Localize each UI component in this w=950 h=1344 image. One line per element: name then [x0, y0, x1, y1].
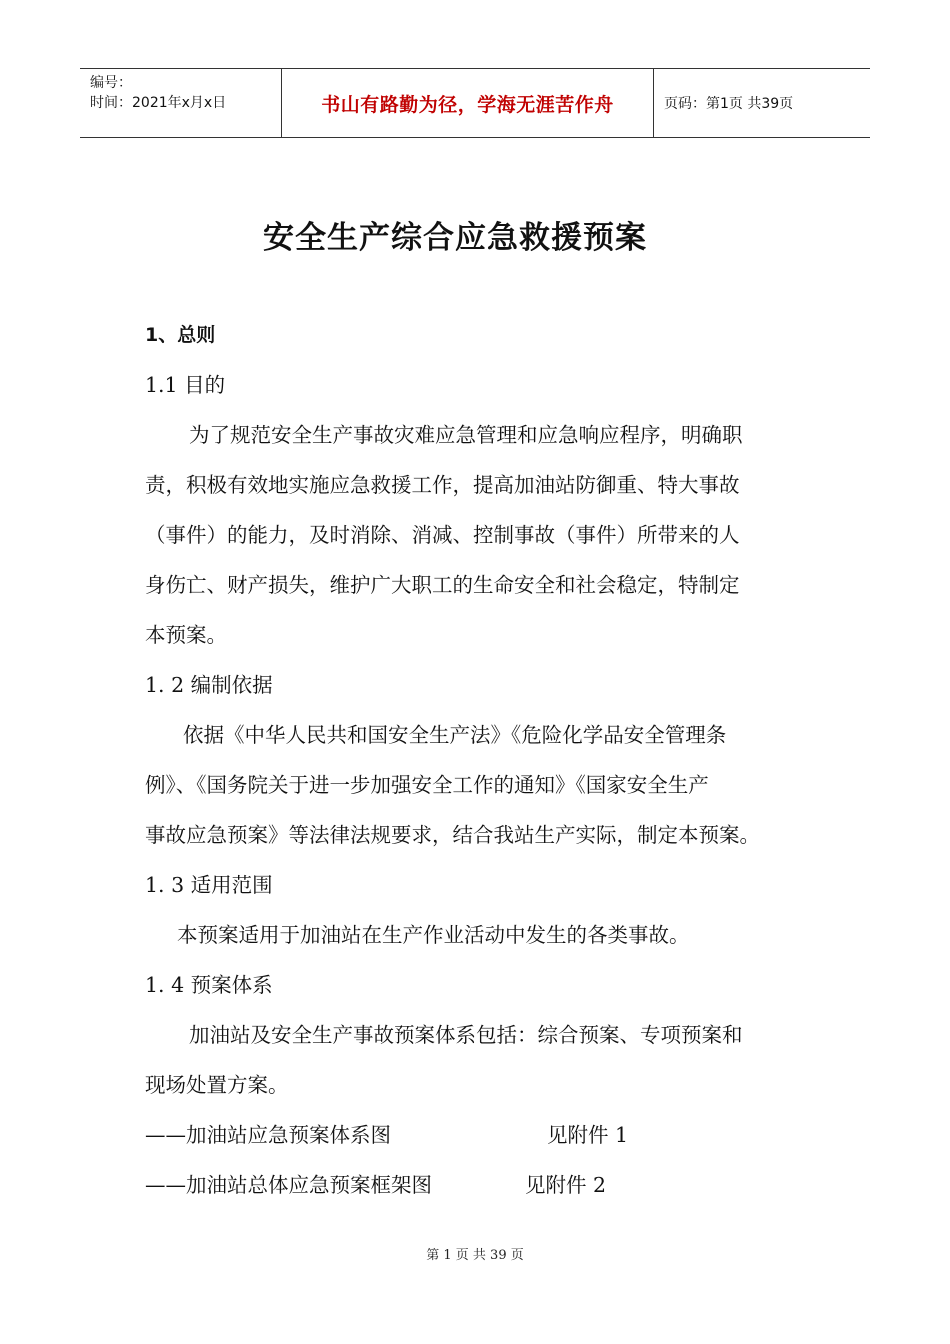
paragraph-line: 本预案。 — [145, 623, 227, 647]
subsection-heading: 1. 3 适用范围 — [145, 873, 273, 897]
paragraph-line: 依据《中华人民共和国安全生产法》《危险化学品安全管理条 — [183, 723, 727, 747]
paragraph-line: 加油站及安全生产事故预案体系包括：综合预案、专项预案和 — [189, 1023, 743, 1047]
paragraph-line: （事件）的能力，及时消除、消减、控制事故（事件）所带来的人 — [145, 523, 740, 547]
paragraph-line: 本预案适用于加油站在生产作业活动中发生的各类事故。 — [177, 923, 690, 947]
attachment-pointer: 见附件 1 — [547, 1123, 629, 1147]
attachment-reference — [145, 1160, 810, 1210]
attachment-reference — [145, 1110, 810, 1160]
subsection-heading: 1. 4 预案体系 — [145, 973, 273, 997]
page-header — [80, 68, 870, 138]
document-body — [145, 310, 810, 1210]
page-footer: 第 1 页 共 39 页 — [426, 1248, 524, 1263]
paragraph-line: 责，积极有效地实施应急救援工作，提高加油站防御重、特大事故 — [145, 473, 740, 497]
attachment-pointer: 见附件 2 — [525, 1173, 607, 1197]
paragraph-line: 例》、《国务院关于进一步加强安全工作的通知》《国家安全生产 — [145, 773, 709, 797]
attachment-label: ——加油站应急预案体系图 — [145, 1123, 391, 1147]
document-number-label: 编号： — [90, 75, 132, 91]
paragraph-line: 为了规范安全生产事故灾难应急管理和应急响应程序，明确职 — [189, 423, 743, 447]
section-heading: 1、总则 — [145, 324, 216, 346]
header-meta — [80, 69, 281, 137]
document-time-label: 时间：2021年x月x日 — [90, 95, 227, 111]
header-motto: 书山有路勤为径，学海无涯苦作舟 — [321, 93, 614, 116]
header-page-info: 页码：第1页 共39页 — [664, 96, 794, 112]
paragraph-line: 事故应急预案》等法律法规要求，结合我站生产实际，制定本预案。 — [145, 823, 760, 847]
attachment-label: ——加油站总体应急预案框架图 — [145, 1173, 432, 1197]
subsection-heading: 1. 2 编制依据 — [145, 673, 273, 697]
paragraph-line: 身伤亡、财产损失，维护广大职工的生命安全和社会稳定，特制定 — [145, 573, 740, 597]
header-motto-cell — [281, 69, 654, 137]
paragraph-line: 现场处置方案。 — [145, 1073, 289, 1097]
subsection-heading: 1.1 目的 — [145, 373, 226, 397]
document-title: 安全生产综合应急救援预案 — [263, 220, 647, 256]
